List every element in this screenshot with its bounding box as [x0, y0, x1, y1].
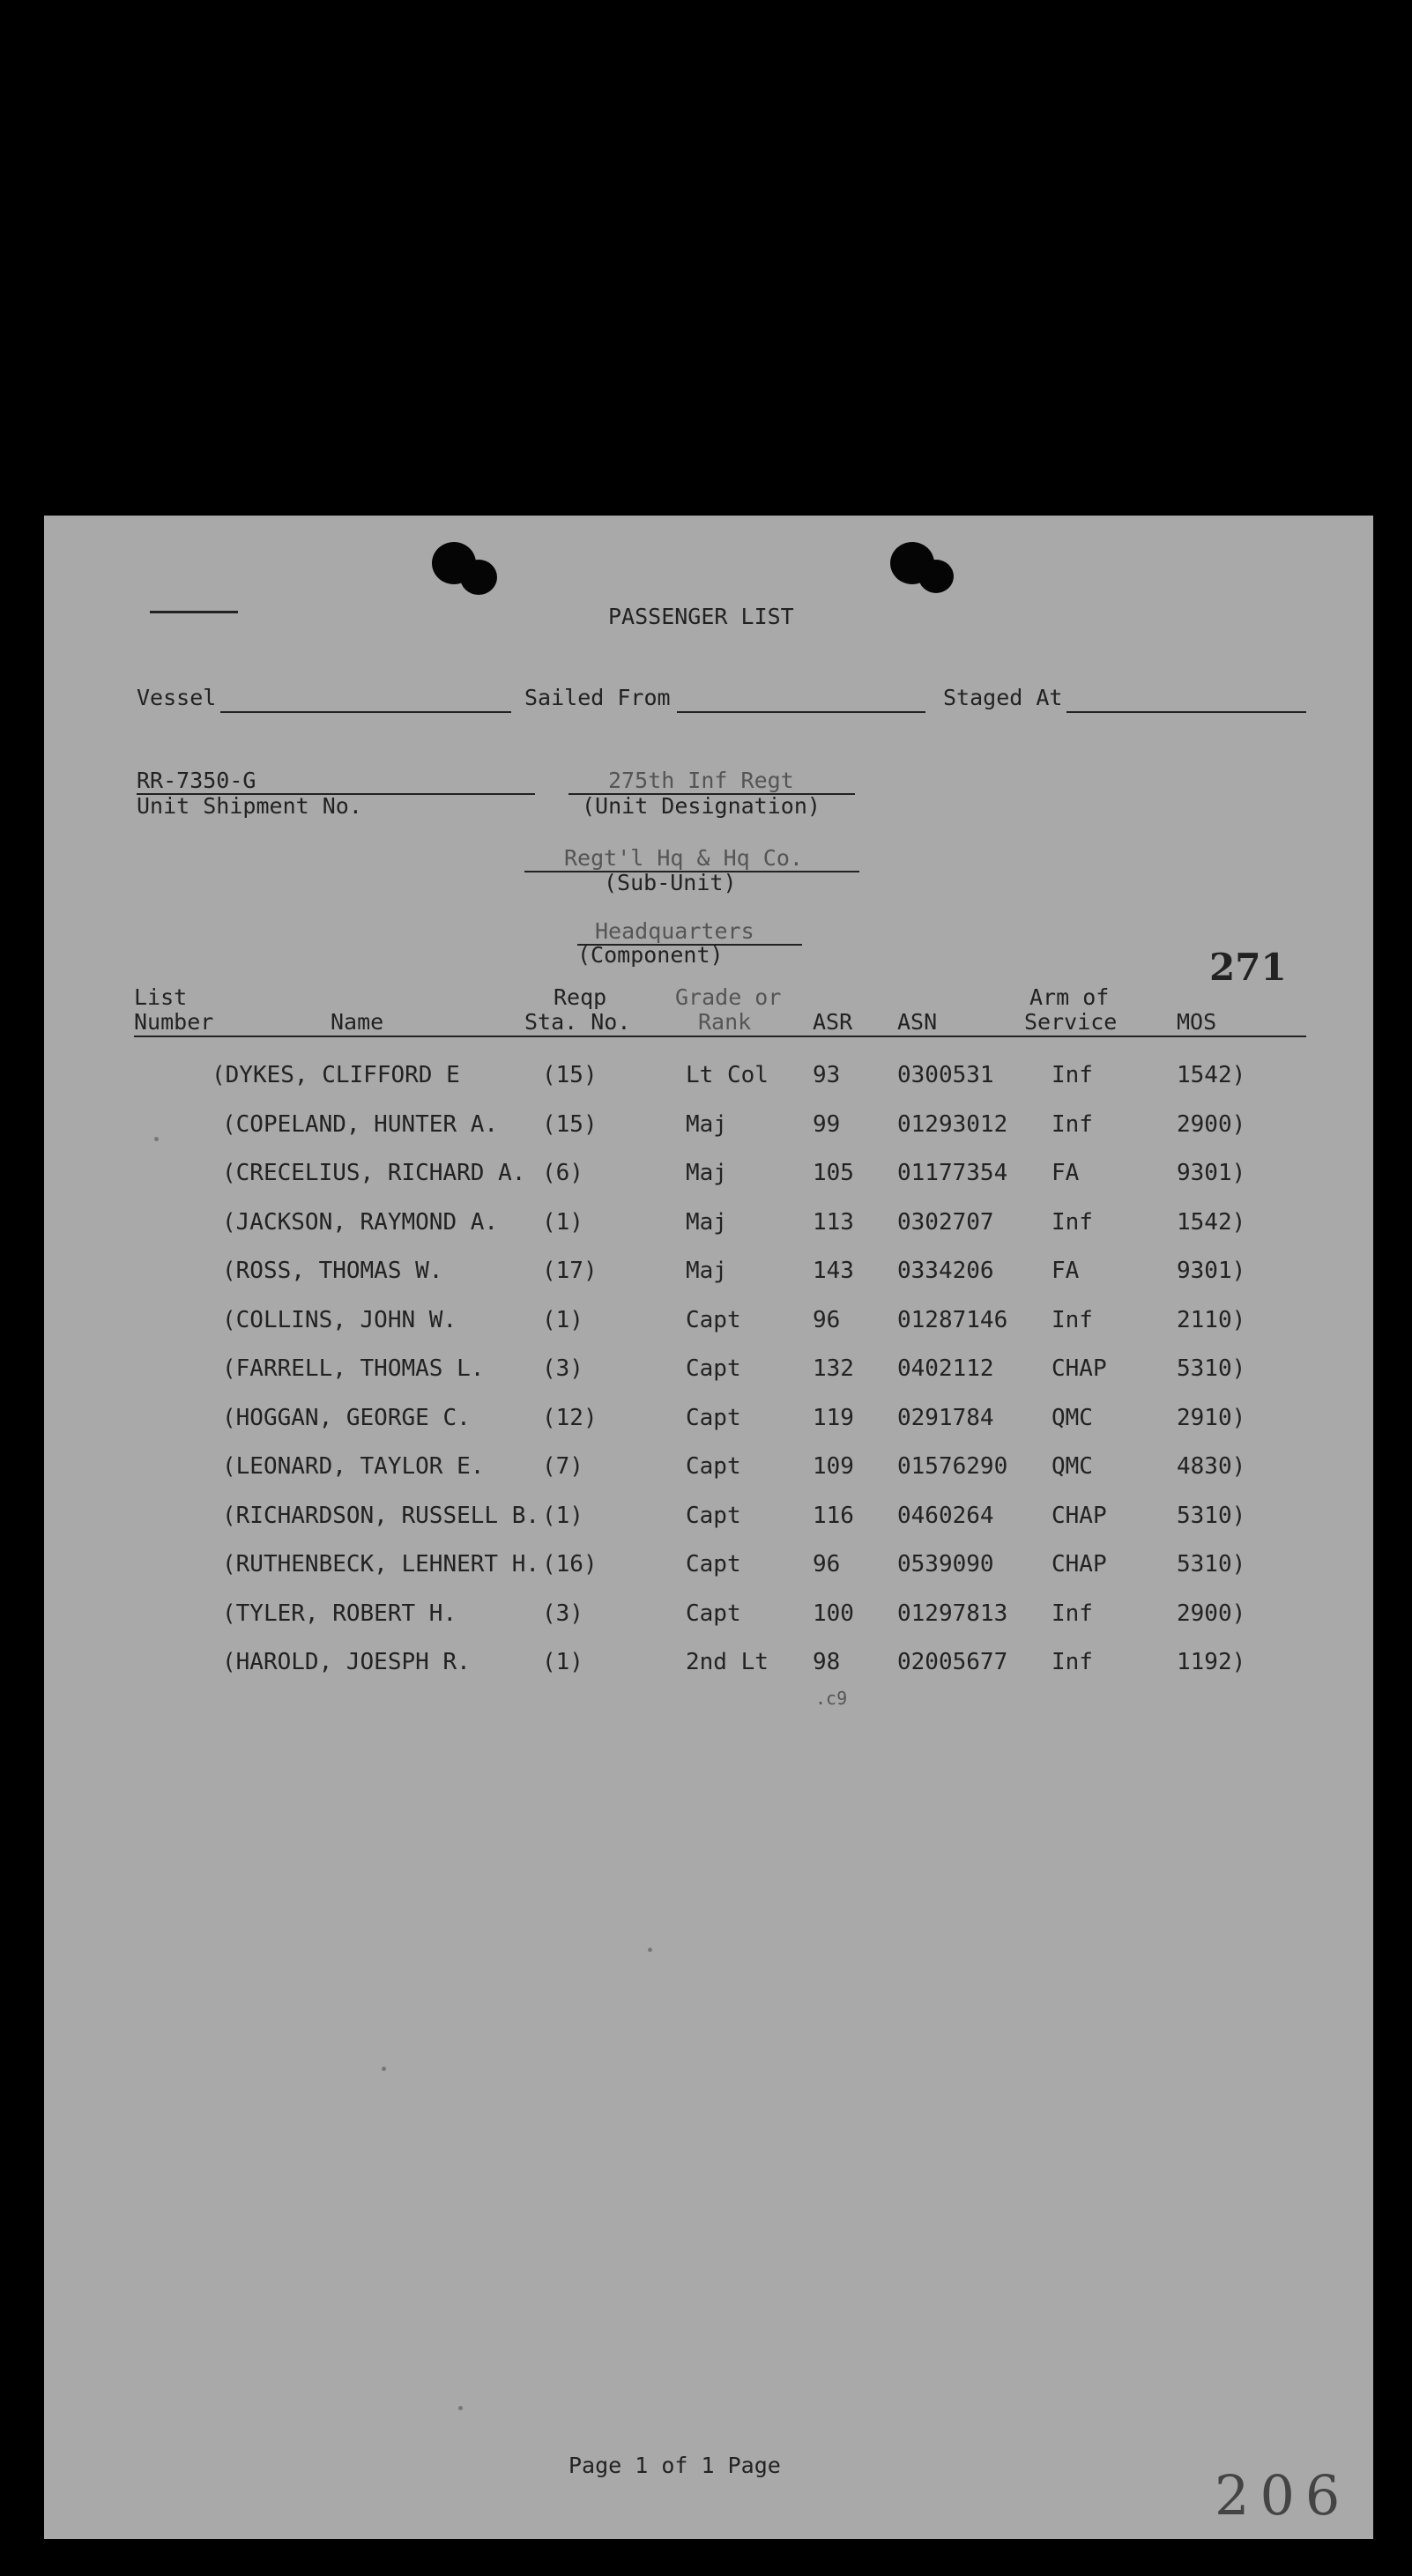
cell-arm: QMC: [1052, 1404, 1093, 1431]
cell-rank: Capt: [686, 1600, 741, 1627]
cell-rank: Capt: [686, 1355, 741, 1382]
cell-asr: 109: [813, 1453, 854, 1480]
cell-mos: 1542): [1177, 1208, 1246, 1236]
cell-name: (RUTHENBECK, LEHNERT H.: [222, 1551, 540, 1578]
speck: [154, 1137, 159, 1141]
cell-reqp-sta: (3): [542, 1355, 583, 1382]
cell-name: (COPELAND, HUNTER A.: [222, 1110, 499, 1138]
cell-reqp-sta: (7): [542, 1453, 583, 1480]
speck: [382, 2067, 386, 2071]
cell-arm: Inf: [1052, 1062, 1093, 1088]
cell-rank: Maj: [686, 1208, 727, 1236]
cell-name: (LEONARD, TAYLOR E.: [222, 1453, 485, 1480]
cell-arm: QMC: [1052, 1453, 1093, 1480]
cell-rank: Maj: [686, 1160, 727, 1186]
stray-mark: .c9: [815, 1688, 848, 1709]
header-reqp-2: Sta. No.: [524, 1009, 631, 1035]
cell-asr: 100: [813, 1600, 854, 1627]
header-rule: [134, 1036, 1306, 1037]
cell-mos: 9301): [1177, 1160, 1246, 1186]
cell-asn: 01297813: [897, 1600, 1008, 1627]
table-row: [44, 1405, 1373, 1440]
punch-hole-left-2: [460, 560, 497, 595]
cell-arm: Inf: [1052, 1649, 1093, 1675]
cell-reqp-sta: (1): [542, 1502, 583, 1529]
table-row: [44, 1062, 1373, 1097]
cell-asr: 116: [813, 1502, 854, 1529]
sub-unit-label: (Sub-Unit): [604, 870, 737, 895]
cell-name: (JACKSON, RAYMOND A.: [222, 1208, 499, 1236]
cell-mos: 1192): [1177, 1649, 1246, 1675]
cell-arm: CHAP: [1052, 1551, 1107, 1578]
cell-mos: 5310): [1177, 1551, 1246, 1578]
component-value: Headquarters: [595, 918, 754, 944]
cell-asr: 96: [813, 1306, 841, 1333]
header-arm-1: Arm of: [1029, 984, 1110, 1010]
cell-asr: 132: [813, 1355, 854, 1382]
cell-arm: Inf: [1052, 1110, 1093, 1138]
staged-at-line: [1066, 711, 1306, 713]
cell-rank: Capt: [686, 1551, 741, 1578]
cell-asn: 0539090: [897, 1551, 994, 1578]
cell-asr: 93: [813, 1062, 841, 1088]
cell-mos: 2910): [1177, 1404, 1246, 1431]
page-footer: Page 1 of 1 Page: [569, 2453, 781, 2478]
header-grade-1: Grade or: [675, 984, 782, 1010]
cell-asn: 01576290: [897, 1453, 1008, 1480]
cell-rank: Lt Col: [686, 1062, 769, 1088]
cell-asr: 119: [813, 1404, 854, 1431]
cell-asr: 143: [813, 1258, 854, 1284]
table-row: [44, 1307, 1373, 1342]
cell-reqp-sta: (1): [542, 1208, 583, 1236]
page-title: PASSENGER LIST: [608, 604, 794, 629]
cell-name: (CRECELIUS, RICHARD A.: [222, 1160, 526, 1186]
header-list-number-2: Number: [134, 1009, 214, 1035]
cell-asn: 01287146: [897, 1306, 1008, 1333]
cell-name: (COLLINS, JOHN W.: [222, 1306, 457, 1333]
cell-asn: 0334206: [897, 1258, 994, 1284]
cell-name: (ROSS, THOMAS W.: [222, 1258, 443, 1284]
cell-reqp-sta: (15): [542, 1062, 598, 1088]
table-row: [44, 1209, 1373, 1244]
cell-reqp-sta: (1): [542, 1306, 583, 1333]
cell-mos: 2900): [1177, 1600, 1246, 1627]
cell-arm: Inf: [1052, 1600, 1093, 1627]
cell-reqp-sta: (1): [542, 1649, 583, 1675]
cell-reqp-sta: (16): [542, 1551, 598, 1578]
cell-reqp-sta: (12): [542, 1404, 598, 1431]
cell-name: (HAROLD, JOESPH R.: [222, 1649, 471, 1675]
unit-designation-value: 275th Inf Regt: [608, 768, 794, 793]
unit-designation-label: (Unit Designation): [582, 793, 821, 819]
cell-rank: Capt: [686, 1502, 741, 1529]
cell-reqp-sta: (17): [542, 1258, 598, 1284]
cell-asn: 0300531: [897, 1062, 994, 1088]
table-row: [44, 1111, 1373, 1147]
table-row: [44, 1551, 1373, 1586]
cell-asn: 0291784: [897, 1404, 994, 1431]
cell-rank: Capt: [686, 1453, 741, 1480]
cell-reqp-sta: (15): [542, 1110, 598, 1138]
cell-name: (FARRELL, THOMAS L.: [222, 1355, 485, 1382]
cell-reqp-sta: (6): [542, 1160, 583, 1186]
speck: [458, 2406, 463, 2410]
cell-name: (HOGGAN, GEORGE C.: [222, 1404, 471, 1431]
cell-arm: Inf: [1052, 1306, 1093, 1333]
cell-mos: 2110): [1177, 1306, 1246, 1333]
cell-asn: 02005677: [897, 1649, 1008, 1675]
cell-asr: 99: [813, 1110, 841, 1138]
pencil-note: 206: [1215, 2463, 1351, 2528]
number-stamp: 271: [1209, 946, 1287, 989]
document-page: [44, 516, 1373, 2539]
shipment-no-value: RR-7350-G: [137, 768, 256, 793]
cell-mos: 5310): [1177, 1355, 1246, 1382]
vessel-line: [220, 711, 511, 713]
cell-rank: Capt: [686, 1306, 741, 1333]
punch-hole-right-2: [918, 560, 954, 593]
cell-asr: 113: [813, 1208, 854, 1236]
table-row: [44, 1160, 1373, 1195]
cell-name: (DYKES, CLIFFORD E: [212, 1062, 460, 1088]
cell-rank: Maj: [686, 1258, 727, 1284]
header-arm-2: Service: [1024, 1009, 1118, 1035]
table-row: [44, 1600, 1373, 1636]
cell-rank: Capt: [686, 1404, 741, 1431]
cell-reqp-sta: (3): [542, 1600, 583, 1627]
cell-arm: Inf: [1052, 1208, 1093, 1236]
cell-asn: 01293012: [897, 1110, 1008, 1138]
cell-asr: 98: [813, 1649, 841, 1675]
staged-at-label: Staged At: [943, 685, 1063, 710]
header-asr: ASR: [813, 1009, 853, 1035]
table-row: [44, 1258, 1373, 1293]
cell-asn: 0402112: [897, 1355, 994, 1382]
header-reqp-1: Reqp: [554, 984, 607, 1010]
cell-name: (TYLER, ROBERT H.: [222, 1600, 457, 1627]
vessel-label: Vessel: [137, 685, 217, 710]
cell-asr: 96: [813, 1551, 841, 1578]
table-row: [44, 1649, 1373, 1684]
table-row: [44, 1503, 1373, 1538]
cell-mos: 1542): [1177, 1062, 1246, 1088]
header-list-number-1: List: [134, 984, 188, 1010]
sailed-from-line: [677, 711, 925, 713]
sub-unit-value: Regt'l Hq & Hq Co.: [564, 845, 803, 871]
speck: [648, 1948, 652, 1952]
cell-rank: 2nd Lt: [686, 1649, 769, 1675]
cell-asn: 0302707: [897, 1208, 994, 1236]
sailed-from-label: Sailed From: [524, 685, 671, 710]
header-name: Name: [331, 1009, 384, 1035]
cell-arm: CHAP: [1052, 1355, 1107, 1382]
header-asn: ASN: [897, 1009, 938, 1035]
cell-name: (RICHARDSON, RUSSELL B.: [222, 1502, 540, 1529]
table-row: [44, 1355, 1373, 1391]
table-row: [44, 1453, 1373, 1488]
cell-mos: 9301): [1177, 1258, 1246, 1284]
scribble-mark: [150, 611, 238, 613]
header-grade-2: Rank: [698, 1009, 752, 1035]
component-label: (Component): [577, 942, 724, 968]
cell-rank: Maj: [686, 1110, 727, 1138]
header-mos: MOS: [1177, 1009, 1217, 1035]
cell-mos: 4830): [1177, 1453, 1246, 1480]
cell-arm: FA: [1052, 1258, 1080, 1284]
shipment-no-label: Unit Shipment No.: [137, 793, 362, 819]
cell-asn: 01177354: [897, 1160, 1008, 1186]
cell-mos: 5310): [1177, 1502, 1246, 1529]
cell-asr: 105: [813, 1160, 854, 1186]
cell-arm: FA: [1052, 1160, 1080, 1186]
cell-asn: 0460264: [897, 1502, 994, 1529]
cell-arm: CHAP: [1052, 1502, 1107, 1529]
cell-mos: 2900): [1177, 1110, 1246, 1138]
